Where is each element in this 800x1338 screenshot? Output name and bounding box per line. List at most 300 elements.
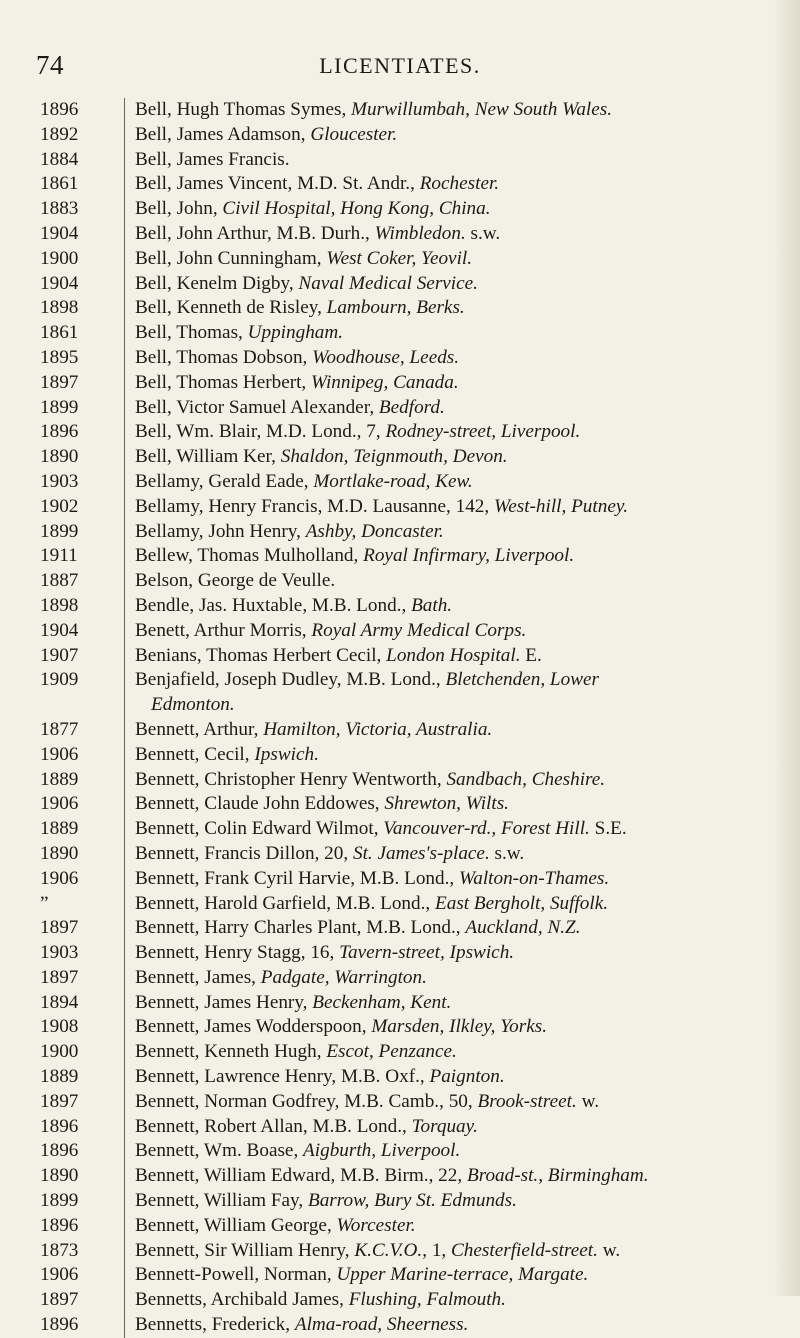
entry-line (135, 247, 774, 272)
entry-line (135, 470, 774, 495)
list-item (0, 1090, 800, 1115)
entry-name: Bennett, Cecil, (135, 743, 255, 765)
list-item (0, 892, 800, 917)
entry-name: S.E. (589, 818, 627, 840)
entry-line (135, 569, 774, 594)
entry-name: Bennett-Powell, Norman, (135, 1264, 337, 1286)
list-item (0, 123, 800, 148)
entry-name: Bennett, Harold Garfield, M.B. Lond., (135, 892, 436, 914)
entry-name: Bell, John Arthur, M.B. Durh., (135, 222, 375, 244)
entry-line (135, 1065, 774, 1090)
entry-year: 1906 (40, 1264, 79, 1286)
list-item (0, 148, 800, 173)
entry-year: 1899 (40, 520, 79, 542)
entry-year: 1890 (40, 446, 79, 468)
entry-address: Edmonton. (151, 694, 235, 716)
entry-line (135, 1115, 774, 1140)
entry-year: 1877 (40, 718, 79, 740)
entry-line (135, 619, 774, 644)
entry-address: Barrow, Bury St. Edmunds. (307, 1190, 517, 1212)
list-item (0, 98, 800, 123)
list-item (0, 544, 800, 569)
list-item (0, 817, 800, 842)
entry-line (135, 644, 774, 669)
entry-address: West Coker, Yeovil. (326, 247, 473, 269)
entry-name: Bennett, James, (135, 966, 261, 988)
entry-year: 1898 (40, 297, 79, 319)
entry-text (124, 1288, 774, 1313)
entry-name: s.w. (465, 222, 501, 244)
entry-text (124, 296, 774, 321)
entry-name: Bell, James Vincent, M.D. St. Andr., (135, 173, 420, 195)
entry-text (124, 1090, 774, 1115)
list-item (0, 371, 800, 396)
entry-text (124, 817, 774, 842)
entry-year: 1897 (40, 917, 79, 939)
entry-address: Flushing, Falmouth. (348, 1289, 506, 1311)
entry-text (124, 1139, 774, 1164)
list-item (0, 916, 800, 941)
entry-address: Chesterfield-street. (451, 1239, 598, 1261)
list-item (0, 991, 800, 1016)
list-item (0, 346, 800, 371)
entry-year: 1873 (40, 1239, 79, 1261)
entry-line (135, 966, 774, 991)
entry-year: 1890 (40, 842, 79, 864)
entry-text (124, 346, 774, 371)
entry-year: 1907 (40, 644, 79, 666)
entry-line (135, 544, 774, 569)
entry-year: 1889 (40, 1066, 79, 1088)
entry-text (124, 1313, 774, 1338)
entry-line (135, 172, 774, 197)
entry-year: 1883 (40, 198, 79, 220)
list-item (0, 792, 800, 817)
list-item (0, 420, 800, 445)
entry-name: Bendle, Jas. Huxtable, M.B. Lond., (135, 594, 412, 616)
entry-name: Bell, James Adamson, (135, 123, 311, 145)
list-item (0, 520, 800, 545)
entry-text (124, 371, 774, 396)
entry-name: Bellamy, Henry Francis, M.D. Lausanne, 142, (135, 495, 494, 517)
entry-text (124, 966, 774, 991)
entry-line (135, 420, 774, 445)
entry-line (135, 1040, 774, 1065)
list-item (0, 1040, 800, 1065)
entry-address: Aigburth, Liverpool. (303, 1140, 461, 1162)
entry-name: Bennett, Francis Dillon, 20, (135, 842, 353, 864)
entry-year: 1890 (40, 1165, 79, 1187)
entry-address: Rodney-street, Liverpool. (385, 421, 581, 443)
entry-text (124, 1065, 774, 1090)
entry-address: Hamilton, Victoria, Australia. (263, 718, 493, 740)
entry-year: 1887 (40, 570, 79, 592)
entry-text (124, 991, 774, 1016)
entry-address: Vancouver-rd., Forest Hill. (383, 818, 590, 840)
entry-line (135, 1239, 774, 1264)
entry-year: 1904 (40, 619, 79, 641)
entry-year: 1906 (40, 867, 79, 889)
entry-name: Bennett, William George, (135, 1214, 337, 1236)
list-item (0, 296, 800, 321)
entry-text (124, 867, 774, 892)
list-item (0, 1139, 800, 1164)
entry-year: 1889 (40, 818, 79, 840)
entry-name: E. (520, 644, 542, 666)
entry-address: Walton-on-Thames. (459, 867, 610, 889)
entry-line (135, 1164, 774, 1189)
entry-line (135, 867, 774, 892)
entry-year: 1895 (40, 346, 79, 368)
entry-address: Bletchenden, Lower (445, 669, 599, 691)
entry-text (124, 272, 774, 297)
list-item (0, 569, 800, 594)
entry-address: Lambourn, Berks. (326, 297, 465, 319)
entry-text (124, 644, 774, 669)
entry-name: Bennett, Wm. Boase, (135, 1140, 304, 1162)
entry-year: 1909 (40, 669, 79, 691)
entry-year: 1889 (40, 768, 79, 790)
entry-text (124, 619, 774, 644)
entry-address: Ashby, Doncaster. (305, 520, 444, 542)
entry-year: 1904 (40, 222, 79, 244)
entry-line (135, 842, 774, 867)
entry-address: Escot, Penzance. (326, 1041, 457, 1063)
list-item (0, 743, 800, 768)
entry-line (135, 396, 774, 421)
entry-name: w. (597, 1239, 621, 1261)
entry-year: 1897 (40, 371, 79, 393)
entry-text (124, 321, 774, 346)
entry-address: Civil Hospital, Hong Kong, China. (222, 198, 491, 220)
entry-text (124, 941, 774, 966)
entry-address: Naval Medical Service. (298, 272, 478, 294)
entry-text (124, 668, 774, 718)
entry-text (124, 495, 774, 520)
entry-text (124, 445, 774, 470)
entry-text (124, 1214, 774, 1239)
entry-text (124, 197, 774, 222)
entry-name: Bennett, James Henry, (135, 991, 313, 1013)
entry-year: 1897 (40, 1289, 79, 1311)
entry-address: East Bergholt, Suffolk. (435, 892, 609, 914)
entry-name: Bellamy, Gerald Eade, (135, 470, 314, 492)
entry-name: Bell, John Cunningham, (135, 247, 327, 269)
entry-text (124, 792, 774, 817)
entry-text (124, 768, 774, 793)
entry-address: Bath. (411, 594, 453, 616)
entry-text (124, 569, 774, 594)
entry-year: ” (40, 892, 49, 914)
entry-text (124, 916, 774, 941)
entry-line (135, 222, 774, 247)
entry-text (124, 594, 774, 619)
list-item (0, 272, 800, 297)
list-item (0, 941, 800, 966)
entry-name: Bennett, Christopher Henry Wentworth, (135, 768, 447, 790)
entry-address: Auckland, N.Z. (465, 917, 581, 939)
entry-address: Tavern-street, Ipswich. (339, 942, 515, 964)
entry-line (135, 148, 774, 173)
entry-address: Shaldon, Teignmouth, Devon. (280, 446, 508, 468)
entry-year: 1900 (40, 1041, 79, 1063)
list-item (0, 1164, 800, 1189)
entry-line (135, 197, 774, 222)
entry-name: Benjafield, Joseph Dudley, M.B. Lond., (135, 669, 446, 691)
entry-line (135, 792, 774, 817)
entry-address: Mortlake-road, Kew. (313, 470, 473, 492)
list-item (0, 1263, 800, 1288)
entry-address: Padgate, Warrington. (260, 966, 427, 988)
entry-line (135, 321, 774, 346)
entry-name: Bennett, Norman Godfrey, M.B. Camb., 50, (135, 1090, 478, 1112)
entry-line (135, 991, 774, 1016)
entry-name: Benett, Arthur Morris, (135, 619, 312, 641)
entry-name: Belson, George de Veulle. (135, 570, 336, 592)
entry-year: 1911 (40, 545, 78, 567)
list-item (0, 1214, 800, 1239)
entry-name: Bennett, Colin Edward Wilmot, (135, 818, 384, 840)
entry-address: Marsden, Ilkley, Yorks. (371, 1016, 548, 1038)
entry-address: Rochester. (419, 173, 500, 195)
list-item (0, 396, 800, 421)
entry-line (135, 1189, 774, 1214)
entry-line (135, 1263, 774, 1288)
entry-year: 1903 (40, 942, 79, 964)
entry-line (135, 1015, 774, 1040)
entry-address: Upper Marine-terrace, Margate. (336, 1264, 589, 1286)
entry-address: Broad-st., Birmingham. (466, 1165, 649, 1187)
list-item (0, 495, 800, 520)
list-item (0, 966, 800, 991)
entry-address: Alma-road, Sheerness. (294, 1314, 469, 1336)
entry-address: Torquay. (411, 1115, 478, 1137)
licentiates-list (0, 98, 800, 1338)
entry-name: Bennett, William Edward, M.B. Birm., 22, (135, 1165, 467, 1187)
entry-address: Bedford. (378, 396, 445, 418)
entry-line (135, 743, 774, 768)
entry-year: 1897 (40, 1090, 79, 1112)
entry-name: Bennetts, Archibald James, (135, 1289, 349, 1311)
list-item (0, 222, 800, 247)
entry-name: Bell, Kenneth de Risley, (135, 297, 327, 319)
list-item (0, 619, 800, 644)
entry-name: Benians, Thomas Herbert Cecil, (135, 644, 387, 666)
entry-name: Bennett, James Wodderspoon, (135, 1016, 372, 1038)
list-item (0, 321, 800, 346)
entry-line (135, 98, 774, 123)
entry-year: 1906 (40, 743, 79, 765)
list-item (0, 247, 800, 272)
entry-text (124, 396, 774, 421)
entry-year: 1892 (40, 123, 79, 145)
entry-name: Bennett, Arthur, (135, 718, 264, 740)
list-item (0, 718, 800, 743)
list-item (0, 668, 800, 718)
entry-year: 1903 (40, 470, 79, 492)
entry-name: Bennetts, Frederick, (135, 1314, 295, 1336)
entry-address: Beckenham, Kent. (312, 991, 452, 1013)
entry-name: Bennett, William Fay, (135, 1190, 308, 1212)
entry-name: , 1, (422, 1239, 451, 1261)
entry-year: 1894 (40, 991, 79, 1013)
entry-text (124, 247, 774, 272)
entry-address: Gloucester. (310, 123, 398, 145)
entry-text (124, 222, 774, 247)
entry-line (135, 892, 774, 917)
entry-year: 1861 (40, 173, 79, 195)
entry-name: Bell, Wm. Blair, M.D. Lond., 7, (135, 421, 386, 443)
list-item (0, 445, 800, 470)
entry-address: Shrewton, Wilts. (384, 793, 509, 815)
entry-line (135, 1139, 774, 1164)
entry-name: Bell, Victor Samuel Alexander, (135, 396, 379, 418)
entry-line (135, 817, 774, 842)
list-item (0, 867, 800, 892)
entry-address: Brook-street. (477, 1090, 577, 1112)
entry-line (135, 594, 774, 619)
entry-address: K.C.V.O. (354, 1239, 423, 1261)
entry-address: Ipswich. (254, 743, 319, 765)
entry-year: 1896 (40, 1140, 79, 1162)
list-item (0, 197, 800, 222)
entry-address: Wimbledon. (374, 222, 466, 244)
list-item (0, 1239, 800, 1264)
entry-line (135, 1313, 774, 1338)
entry-text (124, 1015, 774, 1040)
entry-year: 1896 (40, 99, 79, 120)
entry-name: w. (576, 1090, 599, 1112)
entry-text (124, 123, 774, 148)
entry-text (124, 1189, 774, 1214)
entry-name: Bennett, Frank Cyril Harvie, M.B. Lond., (135, 867, 460, 889)
entry-text (124, 98, 774, 123)
entry-address: St. James's-place. (352, 842, 490, 864)
list-item (0, 1288, 800, 1313)
entry-name: Bellamy, John Henry, (135, 520, 306, 542)
entry-line (135, 296, 774, 321)
entry-year: 1900 (40, 247, 79, 269)
entry-year: 1896 (40, 1314, 79, 1336)
entry-line (135, 916, 774, 941)
entry-year: 1898 (40, 594, 79, 616)
entry-address: Woodhouse, Leeds. (312, 346, 460, 368)
list-item (0, 1015, 800, 1040)
entry-text (124, 470, 774, 495)
entry-year: 1896 (40, 1115, 79, 1137)
entry-address: Worcester. (336, 1214, 416, 1236)
entry-name: Bennett, Lawrence Henry, M.B. Oxf., (135, 1066, 430, 1088)
running-head: LICENTIATES. (319, 53, 481, 78)
entry-line (135, 495, 774, 520)
entry-line (135, 718, 774, 743)
entry-year: 1897 (40, 966, 79, 988)
entry-text (124, 1263, 774, 1288)
list-item (0, 644, 800, 669)
entry-year: 1904 (40, 272, 79, 294)
entry-name: Bennett, Harry Charles Plant, M.B. Lond., (135, 917, 466, 939)
entry-year: 1884 (40, 148, 79, 170)
entry-name: Bennett, Henry Stagg, 16, (135, 942, 340, 964)
list-item (0, 1313, 800, 1338)
entry-year: 1906 (40, 793, 79, 815)
entry-text (124, 148, 774, 173)
entry-line (135, 445, 774, 470)
entry-text (124, 1239, 774, 1264)
list-item (0, 594, 800, 619)
entry-name: s.w. (489, 842, 525, 864)
entry-line (135, 272, 774, 297)
list-item (0, 1115, 800, 1140)
list-item (0, 842, 800, 867)
entry-text (124, 520, 774, 545)
entry-text (124, 842, 774, 867)
entry-line (135, 371, 774, 396)
page-header (0, 50, 800, 90)
entry-text (124, 892, 774, 917)
entry-text (124, 1115, 774, 1140)
entry-line (135, 1214, 774, 1239)
entry-text (124, 743, 774, 768)
entry-address: West-hill, Putney. (493, 495, 629, 517)
entry-continuation-line (135, 693, 774, 718)
entry-line (135, 123, 774, 148)
entry-line (135, 1090, 774, 1115)
list-item (0, 768, 800, 793)
entry-year: 1899 (40, 396, 79, 418)
entry-name: Bennett, Sir William Henry, (135, 1239, 355, 1261)
list-item (0, 172, 800, 197)
entry-year: 1899 (40, 1190, 79, 1212)
entry-name: Bellew, Thomas Mulholland, (135, 545, 364, 567)
entry-name: Bennett, Claude John Eddowes, (135, 793, 385, 815)
entry-address: Paignton. (429, 1066, 505, 1088)
entry-line (135, 768, 774, 793)
entry-address: Murwillumbah, New South Wales. (351, 99, 613, 120)
entry-year: 1861 (40, 322, 79, 344)
list-item (0, 1189, 800, 1214)
entry-address: Sandbach, Cheshire. (446, 768, 606, 790)
entry-year: 1896 (40, 1214, 79, 1236)
entry-year: 1896 (40, 421, 79, 443)
entry-name: Bell, John, (135, 198, 223, 220)
entry-name: Bennett, Robert Allan, M.B. Lond., (135, 1115, 412, 1137)
entry-name: Bell, William Ker, (135, 446, 281, 468)
entry-address: London Hospital. (386, 644, 521, 666)
entry-text (124, 1040, 774, 1065)
list-item (0, 1065, 800, 1090)
entry-text (124, 1164, 774, 1189)
entry-line (135, 1288, 774, 1313)
entry-text (124, 718, 774, 743)
entry-address: Royal Infirmary, Liverpool. (363, 545, 575, 567)
page-number: 74 (36, 50, 64, 80)
entry-name: Bell, Thomas, (135, 322, 248, 344)
entry-name: Bell, Thomas Herbert, (135, 371, 312, 393)
entry-name: Bell, Thomas Dobson, (135, 346, 313, 368)
entry-name: Bell, Hugh Thomas Symes, (135, 99, 352, 120)
entry-name: Bennett, Kenneth Hugh, (135, 1041, 327, 1063)
entry-text (124, 544, 774, 569)
entry-text (124, 172, 774, 197)
entry-line (135, 668, 774, 693)
entry-name: Bell, Kenelm Digby, (135, 272, 299, 294)
list-item (0, 470, 800, 495)
entry-address: Uppingham. (247, 322, 344, 344)
entry-year: 1908 (40, 1016, 79, 1038)
entry-year: 1902 (40, 495, 79, 517)
entry-address: Royal Army Medical Corps. (311, 619, 527, 641)
